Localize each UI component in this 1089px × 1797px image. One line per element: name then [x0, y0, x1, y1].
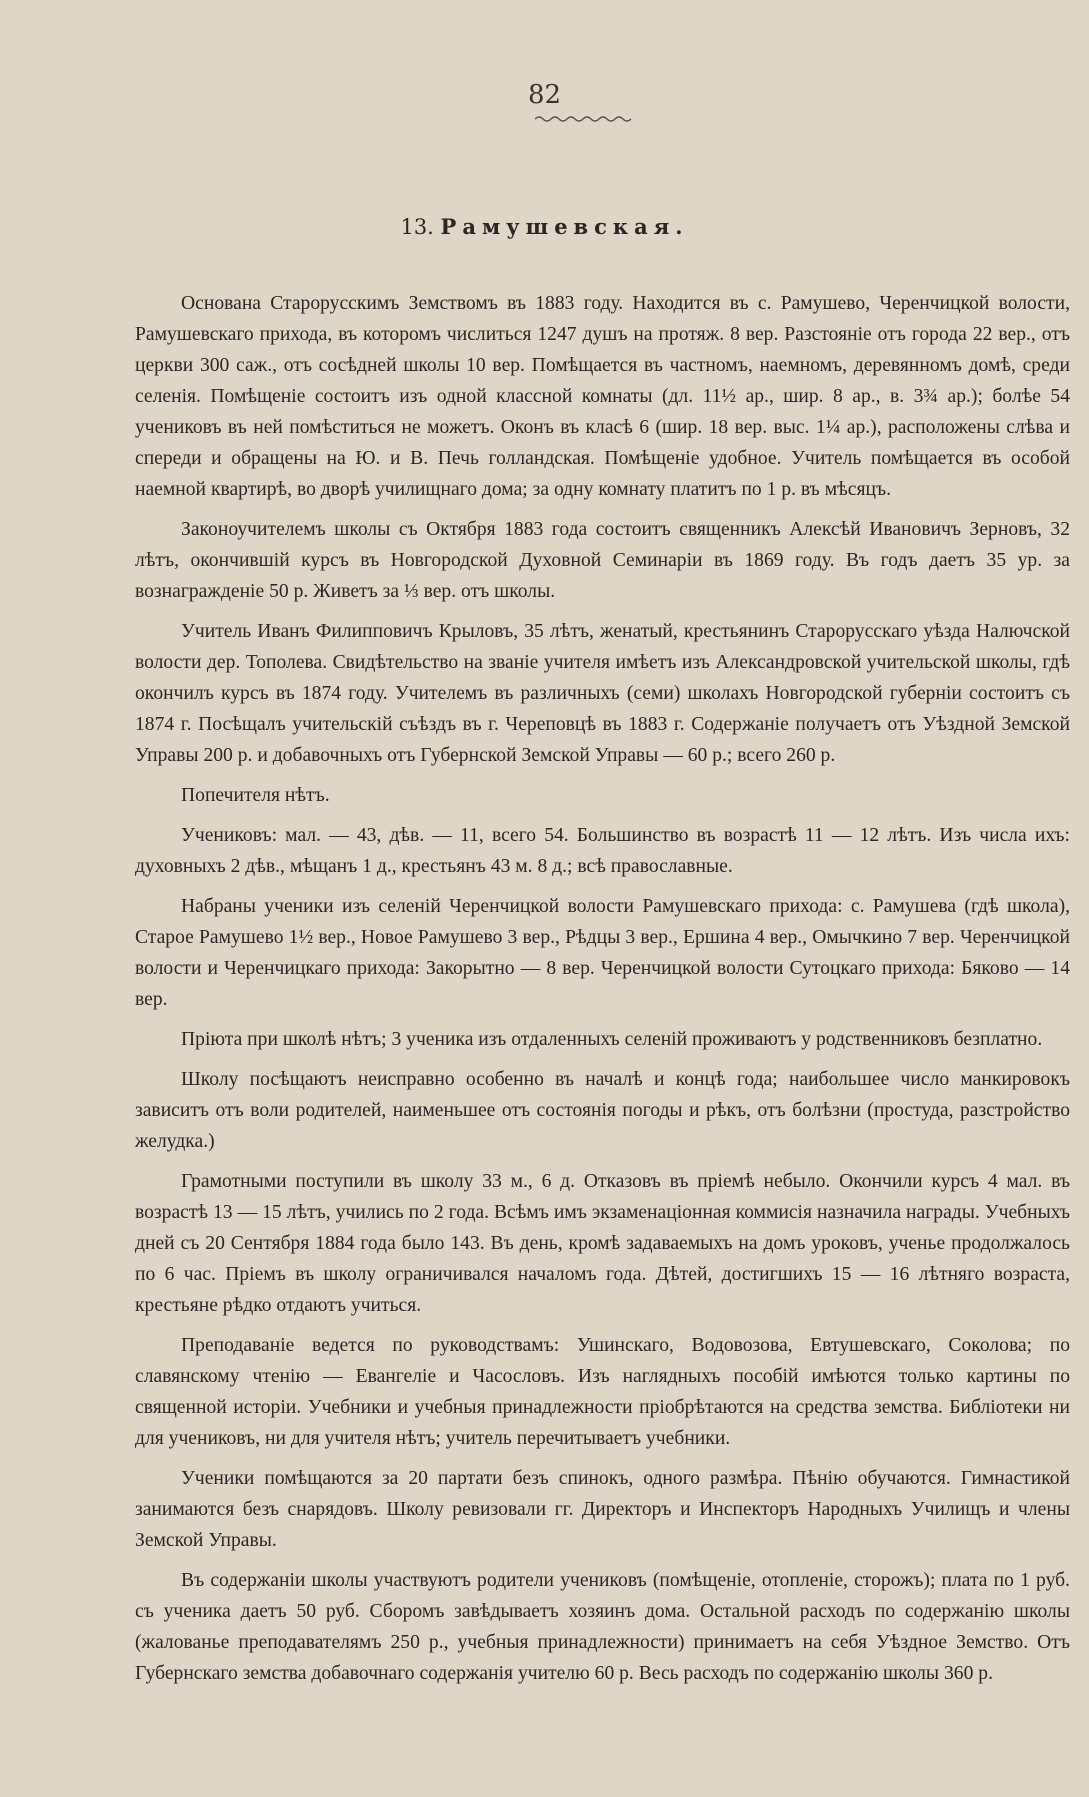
paragraph: Набраны ученики изъ селеній Черенчицкой волости Рамушевскаго прихода: с. Рамушева (гдѣ школа), Старое Рамушево 1½ вер., Новое Рамушево 3 вер., Рѣдцы 3 вер., Ершина 4 вер., Омычкино 7 вер. Черенчицкой волости и Черенчицкаго прихода: Закорытно — 8 вер. Черенчицкой волости Сутоцкаго прихода: Бяково — 14 вер.: [135, 896, 1070, 1010]
decorative-wave-ornament: [535, 114, 635, 124]
paragraph: Учениковъ: мал. — 43, дѣв. — 11, всего 54. Большинство въ возрастѣ 11 — 12 лѣтъ. Изъ числа ихъ: духовныхъ 2 дѣв., мѣщанъ 1 д., крестьянъ 43 м. 8 д.; всѣ православные.: [135, 825, 1070, 877]
section-name: Рамушевская.: [440, 214, 689, 239]
paragraph: Грамотными поступили въ школу 33 м., 6 д. Отказовъ въ пріемѣ небыло. Окончили курсъ 4 мал. въ возрастѣ 13 — 15 лѣтъ, учились по 2 года. Всѣмъ имъ экзаменаціонная коммисія назначила награды. Учебныхъ дней съ 20 Сентября 1884 года было 143. Въ день, кромѣ задаваемыхъ на домъ уроковъ, ученье продолжалось по 6 час. Пріемъ въ школу ограничивался началомъ года. Дѣтей, достигшихъ 15 — 16 лѣтняго возраста, крестьяне рѣдко отдаютъ учиться.: [135, 1171, 1070, 1316]
paragraph: Попечителя нѣтъ.: [181, 785, 330, 806]
paragraph: Школу посѣщаютъ неисправно особенно въ началѣ и концѣ года; наибольшее число манкировокъ зависитъ отъ воли родителей, наименьшее отъ состоянія погоды и рѣкъ, отъ болѣзни (простуда, разстройство желудка.): [135, 1069, 1070, 1152]
paragraph: Учитель Иванъ Филипповичъ Крыловъ, 35 лѣтъ, женатый, крестьянинъ Старорусскаго уѣзда Налючской волости дер. Тополева. Свидѣтельство на званіе учителя имѣетъ изъ Александровской учительской школы, гдѣ окончилъ курсъ въ 1874 году. Учителемъ въ различныхъ (семи) школахъ Новгородской губерніи состоитъ съ 1874 г. Посѣщалъ учительскій съѣздъ въ г. Череповцѣ въ 1883 г. Содержаніе получаетъ отъ Уѣздной Земской Управы 200 р. и добавочныхъ отъ Губернской Земской Управы — 60 р.; всего 260 р.: [135, 621, 1070, 766]
section-title: [0, 214, 1089, 239]
paragraph: Законоучителемъ школы съ Октября 1883 года состоитъ священникъ Алексѣй Ивановичъ Зерновъ, 32 лѣтъ, окончившій курсъ въ Новгородской Духовной Семинаріи въ 1869 году. Въ годъ даетъ 35 ур. за вознагражденіе 50 р. Живетъ за ⅓ вер. отъ школы.: [135, 519, 1070, 602]
paragraph: Пріюта при школѣ нѣтъ; 3 ученика изъ отдаленныхъ селеній проживаютъ у родственниковъ безплатно.: [181, 1029, 1043, 1050]
section-number: 13.: [400, 215, 434, 239]
body-text: [135, 288, 1070, 1698]
paragraph: Преподаваніе ведется по руководствамъ: Ушинскаго, Водовозова, Евтушевскаго, Соколова; по славянскому чтенію — Евангеліе и Часословъ. Изъ наглядныхъ пособій имѣются только картины по священной исторіи. Учебники и учебныя принадлежности пріобрѣтаются на средства земства. Библіотеки ни для учениковъ, ни для учителя нѣтъ; учитель перечитываетъ учебники.: [135, 1335, 1070, 1449]
page-number: 82: [527, 80, 562, 110]
paragraph: Ученики помѣщаются за 20 партати безъ спинокъ, одного размѣра. Пѣнію обучаются. Гимнастикой занимаются безъ снарядовъ. Школу ревизовали гг. Директоръ и Инспекторъ Народныхъ Училищъ и члены Земской Управы.: [135, 1468, 1070, 1551]
paragraph: Основана Старорусскимъ Земствомъ въ 1883 году. Находится въ с. Рамушево, Черенчицкой волости, Рамушевскаго прихода, въ которомъ числиться 1247 душъ на протяж. 8 вер. Разстояніе отъ города 22 вер., отъ церкви 300 саж., отъ сосѣдней школы 10 вер. Помѣщается въ частномъ, наемномъ, деревянномъ домѣ, среди селенія. Помѣщеніе состоитъ изъ одной классной комнаты (дл. 11½ ар., шир. 8 ар., в. 3¾ ар.); болѣе 54 учениковъ въ ней помѣститься не можетъ. Оконъ въ класѣ 6 (шир. 18 вер. выс. 1¼ ар.), расположены слѣва и спереди и обращены на Ю. и В. Печь голландская. Помѣщеніе удобное. Учитель помѣщается въ особой наемной квартирѣ, во дворѣ училищнаго дома; за одну комнату платитъ по 1 р. въ мѣсяцъ.: [135, 293, 1070, 500]
paragraph: Въ содержаніи школы участвуютъ родители учениковъ (помѣщеніе, отопленіе, сторожъ); плата по 1 руб. съ ученика даетъ 50 руб. Сборомъ завѣдываетъ хозяинъ дома. Остальной расходъ по содержанію школы (жалованье преподавателямъ 250 р., учебныя принадлежности) принимаетъ на себя Уѣздное Земство. Отъ Губернскаго земства добавочнаго содержанія учителю 60 р. Весь расходъ по содержанію школы 360 р.: [135, 1570, 1070, 1684]
